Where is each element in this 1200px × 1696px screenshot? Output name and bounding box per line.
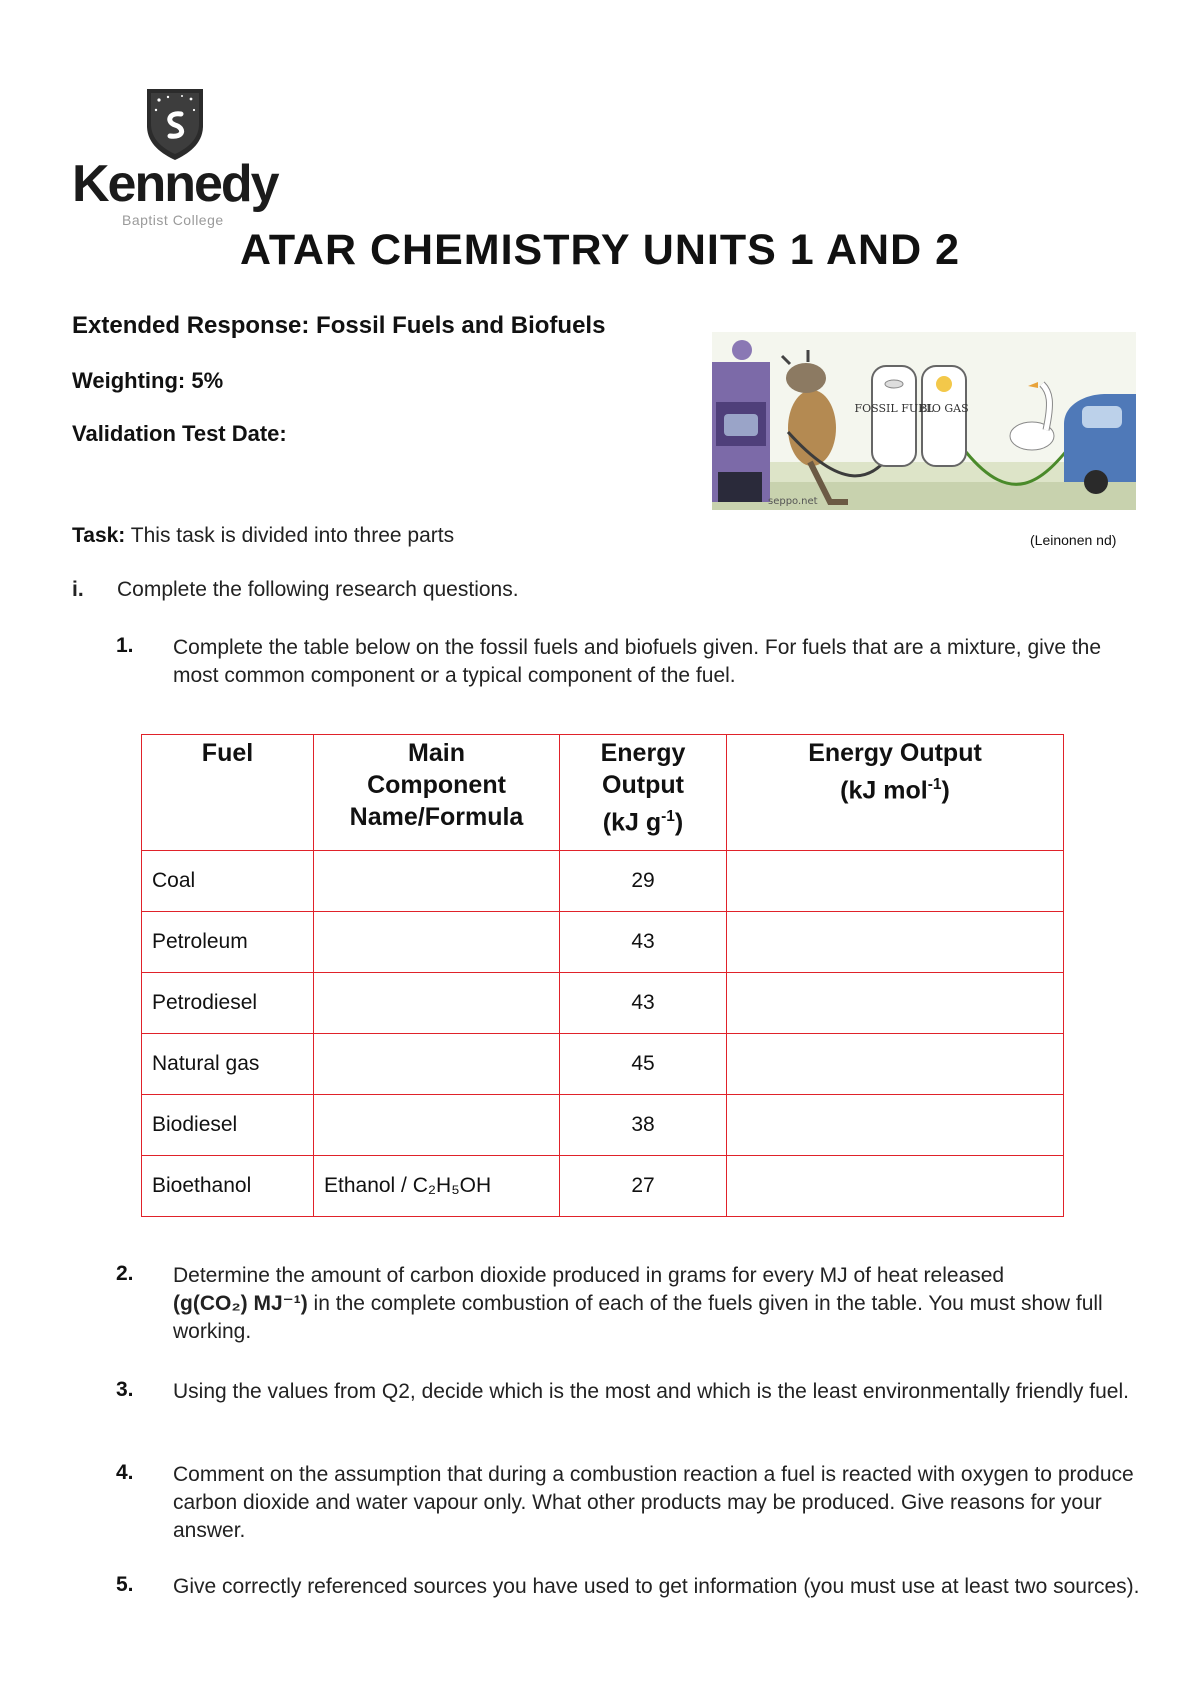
unit-label: (g(CO₂) MJ⁻¹) <box>173 1292 308 1315</box>
table-row <box>142 1095 1064 1156</box>
header-energy-mol: Energy Output (kJ mol$^{-1}$) <box>727 735 1064 851</box>
cell-fuel: Coal <box>142 851 314 912</box>
table-row <box>142 1034 1064 1095</box>
cell-fuel: Biodiesel <box>142 1095 314 1156</box>
cell-energy-mol <box>727 851 1064 912</box>
shield-icon <box>144 86 206 162</box>
table-header-row <box>142 735 1064 851</box>
cell-fuel: Bioethanol <box>142 1156 314 1217</box>
table-row <box>142 851 1064 912</box>
image-credit: (Leinonen nd) <box>1030 532 1117 548</box>
pump-right-label: BIO GAS <box>919 402 969 415</box>
cell-fuel: Petroleum <box>142 912 314 973</box>
cell-energy-mol <box>727 912 1064 973</box>
cell-energy-mol <box>727 1156 1064 1217</box>
part-text: Complete the following research questions. <box>117 578 519 601</box>
pump-left-label: FOSSIL FUEL <box>854 402 934 415</box>
cell-component <box>314 912 560 973</box>
task-label: Task: <box>72 524 126 547</box>
college-logo <box>72 86 282 232</box>
question-number: 3. <box>116 1378 134 1401</box>
cell-energy-mol <box>727 973 1064 1034</box>
validation-date-label: Validation Test Date: <box>72 421 287 446</box>
table-row <box>142 1156 1064 1217</box>
header-fuel: Fuel <box>142 735 314 851</box>
cell-energy-g: 43 <box>560 912 727 973</box>
cell-energy-g: 45 <box>560 1034 727 1095</box>
question-number: 1. <box>116 634 134 657</box>
cell-component <box>314 1034 560 1095</box>
logo-wordmark: Kennedy <box>72 155 278 213</box>
logo-subtitle: Baptist College <box>122 212 224 228</box>
weighting-label: Weighting: 5% <box>72 368 224 393</box>
table-row <box>142 973 1064 1034</box>
question-text <box>173 1262 1143 1346</box>
cartoon-illustration <box>712 332 1136 510</box>
question-number: 4. <box>116 1461 134 1484</box>
cell-component <box>314 1095 560 1156</box>
cell-energy-g: 27 <box>560 1156 727 1217</box>
cell-component <box>314 973 560 1034</box>
question-text: Using the values from Q2, decide which is the most and which is the least environmentally friendly fuel. <box>173 1380 1129 1403</box>
cell-energy-mol <box>727 1034 1064 1095</box>
header-component: Main Component Name/Formula <box>314 735 560 851</box>
page-title: ATAR CHEMISTRY UNITS 1 AND 2 <box>239 226 961 274</box>
table-row <box>142 912 1064 973</box>
fuel-table <box>141 734 1064 1217</box>
header-energy-g: Energy Output (kJ $g^{-1}$) <box>560 735 727 851</box>
part-number: i. <box>72 578 84 601</box>
cell-component: Ethanol / C₂H₅OH <box>314 1156 560 1217</box>
cell-energy-g: 38 <box>560 1095 727 1156</box>
task-text: This task is divided into three parts <box>125 524 455 547</box>
assessment-subtitle: Extended Response: Fossil Fuels and Biofuels <box>72 312 606 339</box>
question-number: 5. <box>116 1573 134 1596</box>
cell-energy-g: 43 <box>560 973 727 1034</box>
question-text-a: Determine the amount of carbon dioxide produced in grams for every MJ of heat released <box>173 1264 1005 1287</box>
question-text-b: in the complete combustion of each of the fuels given in the table. You must show full working. <box>173 1292 1103 1343</box>
question-text: Complete the table below on the fossil fuels and biofuels given. For fuels that are a mixture, give the most common component or a typical component of the fuel. <box>173 636 1102 687</box>
question-text: Give correctly referenced sources you have used to get information (you must use at least two sources). <box>173 1575 1140 1598</box>
question-text: Comment on the assumption that during a combustion reaction a fuel is reacted with oxygen to produce carbon dioxide and water vapour only. What other products may be produced. Give reasons for your answer. <box>173 1463 1134 1542</box>
question-number: 2. <box>116 1262 134 1285</box>
cell-energy-g: 29 <box>560 851 727 912</box>
cell-fuel: Petrodiesel <box>142 973 314 1034</box>
cell-fuel: Natural gas <box>142 1034 314 1095</box>
cell-energy-mol <box>727 1095 1064 1156</box>
cell-component <box>314 851 560 912</box>
cartoon-signature: seppo.net <box>768 496 818 507</box>
task-line <box>72 524 454 548</box>
